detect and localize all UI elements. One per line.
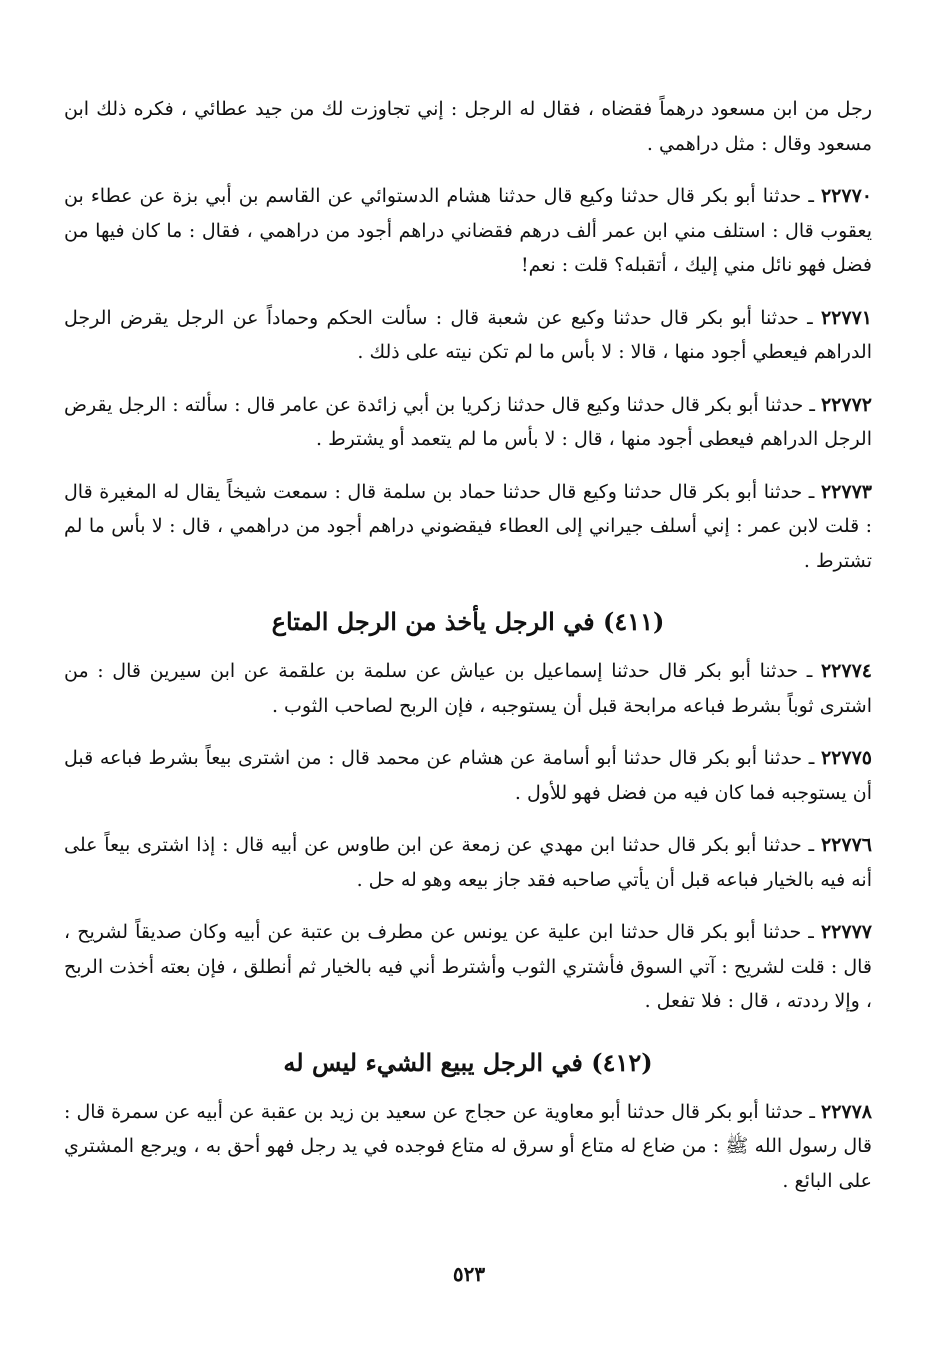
chapter-heading-412: (٤١٢) في الرجل يبيع الشيء ليس له — [283, 1047, 653, 1077]
hadith-text: ـ حدثنا أبو بكر قال حدثنا وكيع قال حدثنا حماد بن سلمة قال : سمعت شيخاً يقال له المغيرة قال : قلت لابن عمر : إني أسلف جيراني إلى العطاء فيقضوني دراهم أجود من دراهمي ، قال : لا بأس ما لم تشترط . — [64, 480, 872, 572]
hadith-22774 — [64, 654, 872, 723]
hadith-number: ٢٢٧٧٢ — [820, 393, 872, 416]
hadith-22771 — [64, 301, 872, 370]
hadith-text: ـ حدثنا أبو بكر قال حدثنا أبو معاوية عن حجاج عن سعيد بن زيد بن عقبة عن أبيه عن سمرة قال : قال رسول الله ﷺ : من ضاع له متاع أو سرق له متاع فوجده في يد رجل فهو أحق به ، ويرجع المشتري على البائع . — [64, 1100, 872, 1192]
hadith-number: ٢٢٧٧٦ — [820, 834, 872, 856]
hadith-text: ـ حدثنا أبو بكر قال حدثنا ابن مهدي عن زمعة عن ابن طاوس عن أبيه قال : إذا اشترى بيعاً على أنه فيه بالخيار فباعه قبل أن يأتي صاحبه فقد جاز بيعه وهو له حل . — [64, 834, 872, 891]
hadith-text: ـ حدثنا أبو بكر قال حدثنا ابن علية عن يونس عن مطرف بن عتبة عن أبيه وكان صديقاً لشريح ، قال : قلت لشريح : آتي السوق فأشتري الثوب وأشترط أني فيه بالخيار ثم أنطلق ، فإن بعته أخذت الربح ، وإلا رددته ، قال : فلا تفعل . — [64, 921, 872, 1012]
page-number: ٥٢٣ — [452, 1262, 486, 1286]
hadith-number: ٢٢٧٧٤ — [820, 660, 872, 682]
hadith-number: ٢٢٧٧٥ — [820, 747, 872, 769]
hadith-22778 — [64, 1095, 872, 1199]
hadith-number: ٢٢٧٧٠ — [820, 185, 872, 207]
hadith-text: ـ حدثنا أبو بكر قال حدثنا وكيع قال حدثنا هشام الدستوائي عن القاسم بن أبي بزة عن عطاء بن يعقوب قال : استلف مني ابن عمر ألف درهم فقضاني دراهم أجود من دراهمي ، فقال : ما كان فيها من فضل فهو نائل مني إليك ، أتقبله؟ قلت : نعم! — [64, 185, 872, 276]
hadith-number: ٢٢٧٧٧ — [820, 921, 872, 943]
chapter-heading-411: (٤١١) في الرجل يأخذ من الرجل المتاع — [271, 607, 665, 636]
page-text — [64, 92, 872, 1216]
hadith-number: ٢٢٧٧٨ — [820, 1100, 873, 1123]
hadith-number: ٢٢٧٧٣ — [820, 480, 872, 503]
hadith-text: ـ حدثنا أبو بكر قال حدثنا إسماعيل بن عياش عن سلمة بن علقمة عن ابن سيرين قال : من اشترى ثوباً بشرط فباعه مرابحة قبل أن يستوجبه ، فإن الربح لصاحب الثوب . — [64, 660, 872, 717]
hadith-number: ٢٢٧٧١ — [820, 306, 872, 329]
hadith-22770 — [64, 179, 872, 283]
hadith-22775 — [64, 741, 872, 810]
hadith-22773 — [64, 475, 872, 579]
hadith-22776 — [64, 828, 872, 897]
paragraph-text: رجل من ابن مسعود درهماً فقضاه ، فقال له الرجل : إني تجاوزت لك من جيد عطائي ، فكره ذلك ابن مسعود وقال : مثل دراهمي . — [64, 98, 872, 155]
hadith-text: ـ حدثنا أبو بكر قال حدثنا أبو أسامة عن هشام عن محمد قال : من اشترى بيعاً بشرط فباعه قبل أن يستوجبه فما كان فيه من فضل فهو للأول . — [64, 747, 872, 804]
text-paragraph — [64, 92, 872, 161]
hadith-text: ـ حدثنا أبو بكر قال حدثنا وكيع عن شعبة قال : سألت الحكم وحماداً عن الرجل يقرض الرجل الدراهم فيعطي أجود منها ، قالا : لا بأس ما لم تكن نيته على ذلك . — [64, 306, 872, 363]
hadith-22777 — [64, 915, 872, 1019]
hadith-22772 — [64, 388, 872, 457]
hadith-text: ـ حدثنا أبو بكر قال حدثنا وكيع قال حدثنا زكريا بن أبي زائدة عن عامر قال : سألته : الرجل يقرض الرجل الدراهم فيعطى أجود منها ، قال : لا بأس ما لم يتعمد أو يشترط . — [64, 393, 872, 450]
